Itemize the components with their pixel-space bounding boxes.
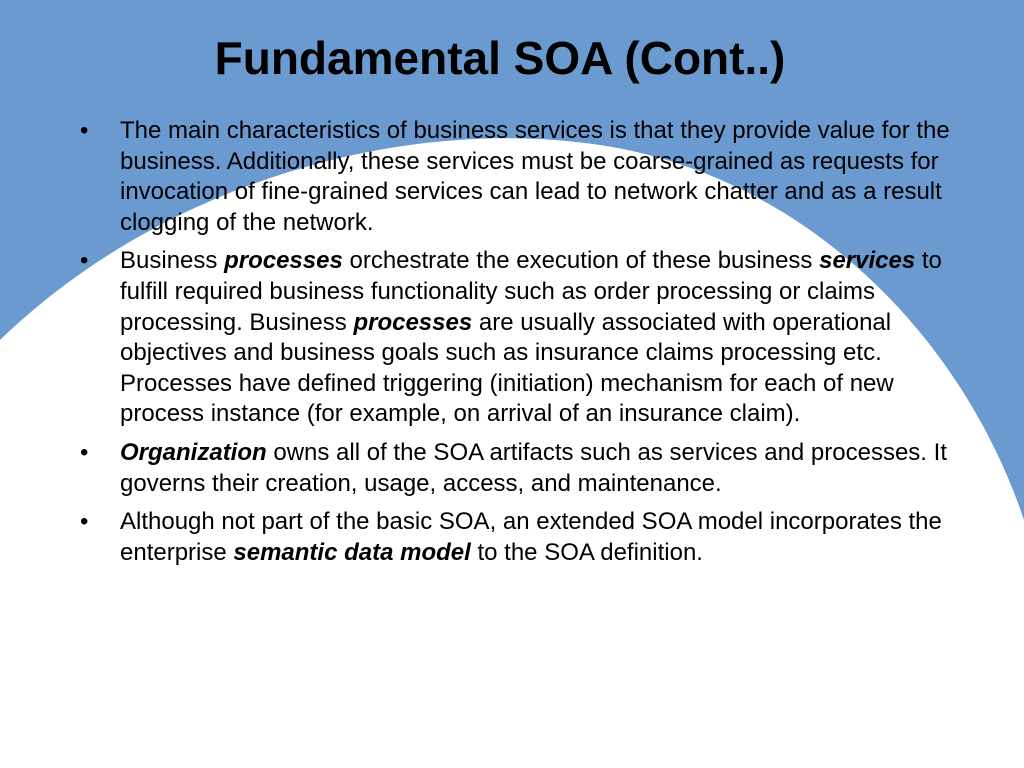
bullet-list — [76, 116, 952, 576]
emphasis-processes: processes — [353, 308, 473, 336]
bullet-text: Although not part of the basic SOA, an extended SOA model incorporates the enterprise — [120, 508, 942, 566]
bullet-item — [76, 246, 952, 430]
bullet-dot: • — [80, 438, 89, 466]
bullet-text: Business — [120, 247, 225, 275]
emphasis-services: services — [819, 247, 916, 275]
bullet-text: to the SOA definition. — [470, 538, 703, 566]
bullet-dot: • — [80, 508, 89, 536]
bullet-dot: • — [80, 247, 89, 275]
bullet-item — [76, 116, 952, 238]
bullet-text: The main characteristics of business services is that they provide value for the business. Additionally, these services must be coarse-grained as requests for invocation of fine-grained services can lead to network chatter and as a result clogging of the network. — [120, 117, 950, 236]
bullet-text: orchestrate the execution of these business — [342, 247, 820, 275]
bullet-dot: • — [80, 117, 89, 144]
bullet-text: owns all of the SOA artifacts such as services and processes. It governs their creation, usage, access, and maintenance. — [120, 438, 947, 497]
bullet-text: to fulfill required business functionality such as order processing or claims processing. Business — [120, 247, 942, 336]
emphasis-processes: processes — [224, 247, 343, 275]
bullet-item — [76, 438, 952, 499]
emphasis-semantic-data-model: semantic data model — [233, 538, 471, 566]
slide-title: Fundamental SOA (Cont..) — [214, 32, 786, 84]
bullet-text: are usually associated with operational objectives and business goals such as insurance claims processing etc. Processes have defined triggering (initiation) mechanism for each of new process instance (for example, on arrival of an insurance claim). — [120, 308, 894, 428]
emphasis-organization: Organization — [120, 438, 267, 466]
bullet-item — [76, 507, 952, 568]
